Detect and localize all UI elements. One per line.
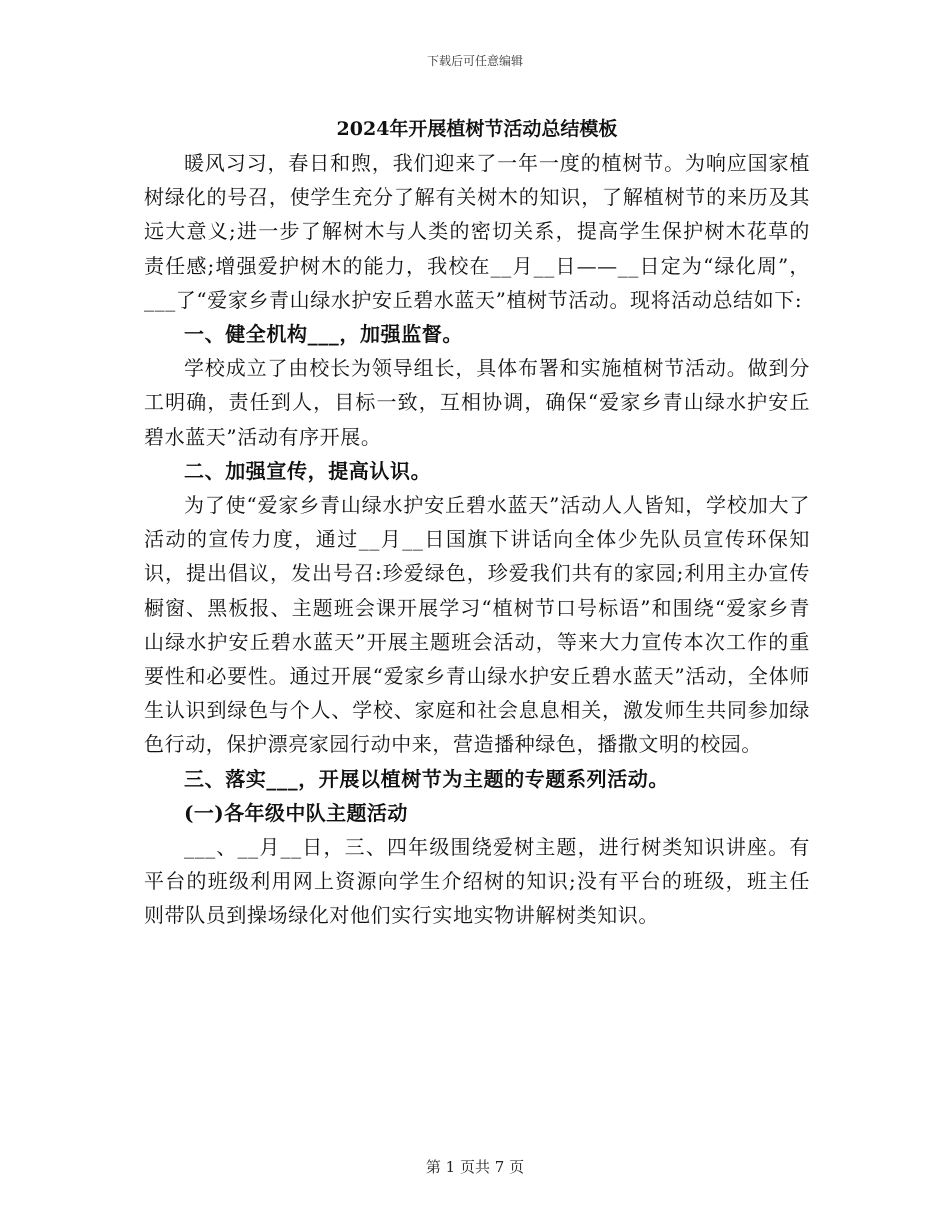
document-title: 2024年开展植树节活动总结模板: [336, 118, 618, 140]
page-header-note: 下载后可任意编辑: [426, 54, 523, 68]
section-1-heading: 一、健全机构___，加强监督。: [184, 322, 463, 347]
page-number: 第 1 页共 7 页: [425, 1158, 525, 1176]
section-3-heading: 三、落实___，开展以植树节为主题的专题系列活动。: [184, 766, 669, 791]
section-3-sub-1-paragraph: ___、__月__日，三、四年级围绕爱树主题，进行树类知识讲座。有平台的班级利用网上资源向学生介绍树的知识;没有平台的班级，班主任则带队员到操场绿化对他们实行实地实物讲解树类知识。: [144, 835, 810, 928]
intro-paragraph: 暖风习习，春日和煦，我们迎来了一年一度的植树节。为响应国家植树绿化的号召，使学生充分了解有关树木的知识，了解植树节的来历及其远大意义;进一步了解树木与人类的密切关系，提高学生保护树木花草的责任感;增强爱护树木的能力，我校在__月__日——__日定为“绿化周”，___了“爱家乡青山绿水护安丘碧水蓝天”植树节活动。现将活动总结如下:: [144, 151, 810, 312]
document-body: [144, 112, 810, 933]
section-2-paragraph: 为了使“爱家乡青山绿水护安丘碧水蓝天”活动人人皆知，学校加大了活动的宣传力度，通过__月__日国旗下讲话向全体少先队员宣传环保知识，提出倡议，发出号召:珍爱绿色，珍爱我们共有的家园;利用主办宣传橱窗、黑板报、主题班会课开展学习“植树节口号标语”和围绕“爱家乡青山绿水护安丘碧水蓝天”开展主题班会活动，等来大力宣传本次工作的重要性和必要性。通过开展“爱家乡青山绿水护安丘碧水蓝天”活动，全体师生认识到绿色与个人、学校、家庭和社会息息相关，激发师生共同参加绿色行动，保护漂亮家园行动中来，营造播种绿色，播撒文明的校园。: [144, 493, 810, 757]
section-2-heading: 二、加强宣传，提高认识。: [184, 458, 432, 483]
section-1-paragraph: 学校成立了由校长为领导组长，具体布署和实施植树节活动。做到分工明确，责任到人，目标一致，互相协调，确保“爱家乡青山绿水护安丘碧水蓝天”活动有序开展。: [144, 356, 810, 449]
section-3-subheading-1: (一)各年级中队主题活动: [184, 800, 408, 825]
